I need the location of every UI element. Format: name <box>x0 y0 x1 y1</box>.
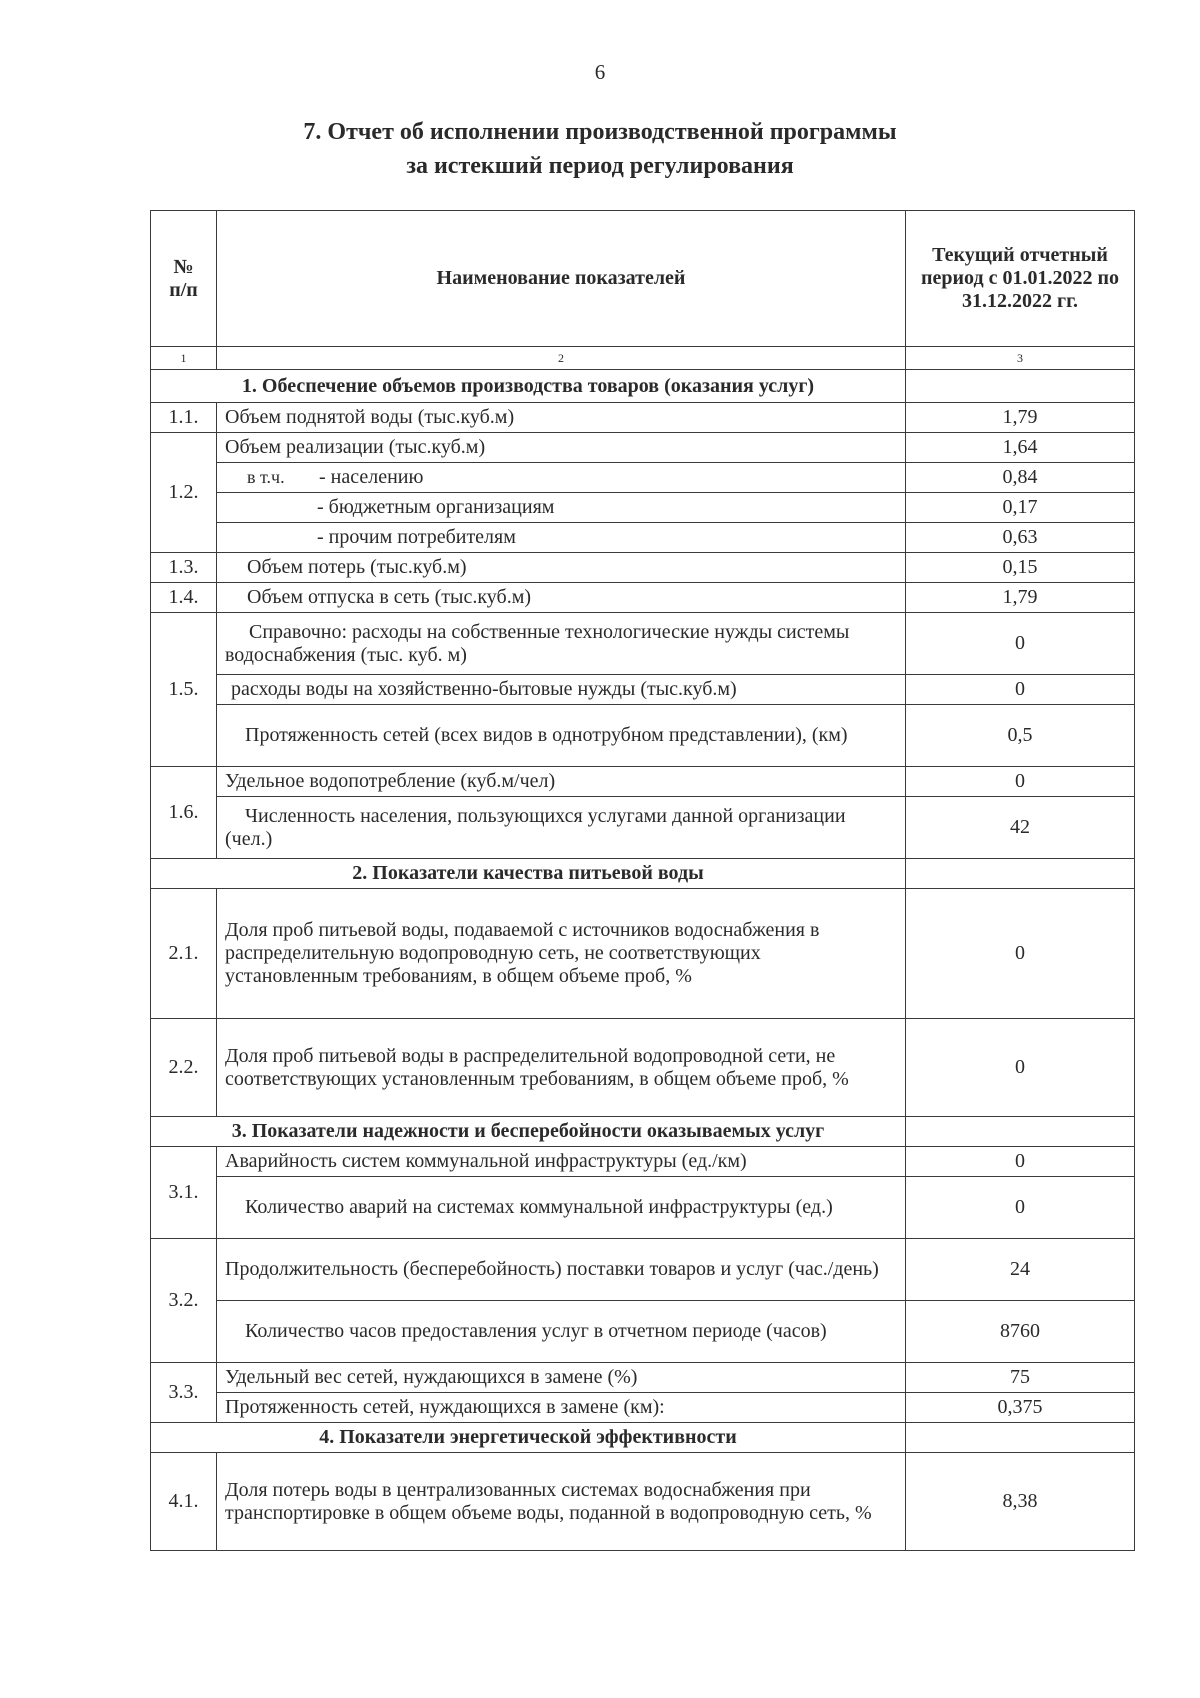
row-number: 1.4. <box>151 583 217 613</box>
table-row <box>151 523 1135 553</box>
row-value: 42 <box>906 797 1135 859</box>
section-title: 4. Показатели энергетической эффективности <box>151 1423 906 1453</box>
row-number: 4.1. <box>151 1453 217 1551</box>
row-number: 1.6. <box>151 767 217 859</box>
row-name: Доля потерь воды в централизованных системах водоснабжения при транспортировке в общем объеме воды, поданной в водопроводную сеть, % <box>217 1453 906 1551</box>
row-name: Справочно: расходы на собственные технологические нужды системы водоснабжения (тыс. куб. м) <box>217 613 906 675</box>
row-name: Удельное водопотребление (куб.м/чел) <box>217 767 906 797</box>
row-name: Численность населения, пользующихся услугами данной организации (чел.) <box>217 797 906 859</box>
row-value: 8,38 <box>906 1453 1135 1551</box>
empty-cell <box>906 1423 1135 1453</box>
section-row <box>151 370 1135 403</box>
row-name: Объем отпуска в сеть (тыс.куб.м) <box>217 583 906 613</box>
row-value: 0,5 <box>906 705 1135 767</box>
row-number: 2.2. <box>151 1019 217 1117</box>
row-name: Количество часов предоставления услуг в отчетном периоде (часов) <box>217 1301 906 1363</box>
table-row <box>151 1177 1135 1239</box>
row-value: 0 <box>906 613 1135 675</box>
table-row <box>151 1147 1135 1177</box>
row-name <box>217 463 906 493</box>
section-title: 2. Показатели качества питьевой воды <box>151 859 906 889</box>
row-name: расходы воды на хозяйственно-бытовые нужды (тыс.куб.м) <box>217 675 906 705</box>
header-num: № п/п <box>151 211 217 347</box>
row-value: 1,79 <box>906 583 1135 613</box>
index-cell: 3 <box>906 347 1135 370</box>
table-row <box>151 889 1135 1019</box>
row-name: Объем потерь (тыс.куб.м) <box>217 553 906 583</box>
empty-cell <box>906 1117 1135 1147</box>
index-cell: 2 <box>217 347 906 370</box>
header-period: Текущий отчетный период с 01.01.2022 по 31.12.2022 гг. <box>906 211 1135 347</box>
row-value: 0 <box>906 1019 1135 1117</box>
table-row <box>151 613 1135 675</box>
section-row <box>151 1117 1135 1147</box>
table-row <box>151 583 1135 613</box>
row-number: 1.2. <box>151 433 217 553</box>
index-cell: 1 <box>151 347 217 370</box>
row-number: 3.1. <box>151 1147 217 1239</box>
row-value: 8760 <box>906 1301 1135 1363</box>
row-number: 1.3. <box>151 553 217 583</box>
table-row <box>151 767 1135 797</box>
table-row <box>151 463 1135 493</box>
row-name: Протяженность сетей, нуждающихся в замене (км): <box>217 1393 906 1423</box>
row-name: Объем реализации (тыс.куб.м) <box>217 433 906 463</box>
report-table <box>150 210 1135 1551</box>
row-value: 75 <box>906 1363 1135 1393</box>
row-number: 2.1. <box>151 889 217 1019</box>
table-row <box>151 705 1135 767</box>
row-name: Доля проб питьевой воды, подаваемой с источников водоснабжения в распределительную водопроводную сеть, не соответствующих установленным требованиям, в общем объеме проб, % <box>217 889 906 1019</box>
table-row <box>151 1393 1135 1423</box>
row-value: 0,375 <box>906 1393 1135 1423</box>
row-value: 0,17 <box>906 493 1135 523</box>
section-row <box>151 859 1135 889</box>
table-row <box>151 403 1135 433</box>
table-row <box>151 1301 1135 1363</box>
row-value: 24 <box>906 1239 1135 1301</box>
table-row <box>151 1019 1135 1117</box>
document-title <box>0 115 1200 183</box>
row-prefix: в т.ч. <box>247 467 285 487</box>
row-value: 1,64 <box>906 433 1135 463</box>
row-name: Доля проб питьевой воды в распределительной водопроводной сети, не соответствующих установленным требованиям, в общем объеме проб, % <box>217 1019 906 1117</box>
row-name-text: - населению <box>319 466 424 488</box>
row-name: Количество аварий на системах коммунальной инфраструктуры (ед.) <box>217 1177 906 1239</box>
row-number: 3.2. <box>151 1239 217 1363</box>
row-number: 1.5. <box>151 613 217 767</box>
section-title: 1. Обеспечение объемов производства товаров (оказания услуг) <box>151 370 906 403</box>
row-name: Протяженность сетей (всех видов в однотрубном представлении), (км) <box>217 705 906 767</box>
section-title: 3. Показатели надежности и бесперебойности оказываемых услуг <box>151 1117 906 1147</box>
section-row <box>151 1423 1135 1453</box>
row-name: Объем поднятой воды (тыс.куб.м) <box>217 403 906 433</box>
row-value: 0,84 <box>906 463 1135 493</box>
table-row <box>151 493 1135 523</box>
row-value: 0 <box>906 889 1135 1019</box>
row-name: - бюджетным организациям <box>217 493 906 523</box>
row-name: Продолжительность (бесперебойность) поставки товаров и услуг (час./день) <box>217 1239 906 1301</box>
table-row <box>151 1363 1135 1393</box>
row-number: 1.1. <box>151 403 217 433</box>
table-row <box>151 433 1135 463</box>
row-value: 0 <box>906 767 1135 797</box>
title-line-2: за истекший период регулирования <box>406 153 794 179</box>
header-row <box>151 211 1135 347</box>
table-row <box>151 1453 1135 1551</box>
table-row <box>151 553 1135 583</box>
row-number: 3.3. <box>151 1363 217 1423</box>
table-row <box>151 1239 1135 1301</box>
row-value: 0 <box>906 1177 1135 1239</box>
row-value: 0,15 <box>906 553 1135 583</box>
empty-cell <box>906 370 1135 403</box>
row-name: - прочим потребителям <box>217 523 906 553</box>
row-value: 0,63 <box>906 523 1135 553</box>
table-row <box>151 675 1135 705</box>
row-value: 1,79 <box>906 403 1135 433</box>
page-number: 6 <box>594 60 606 84</box>
index-row <box>151 347 1135 370</box>
title-line-1: 7. Отчет об исполнении производственной программы <box>303 119 897 145</box>
row-value: 0 <box>906 1147 1135 1177</box>
row-name: Аварийность систем коммунальной инфраструктуры (ед./км) <box>217 1147 906 1177</box>
header-name: Наименование показателей <box>217 211 906 347</box>
row-value: 0 <box>906 675 1135 705</box>
row-name: Удельный вес сетей, нуждающихся в замене (%) <box>217 1363 906 1393</box>
table-row <box>151 797 1135 859</box>
empty-cell <box>906 859 1135 889</box>
